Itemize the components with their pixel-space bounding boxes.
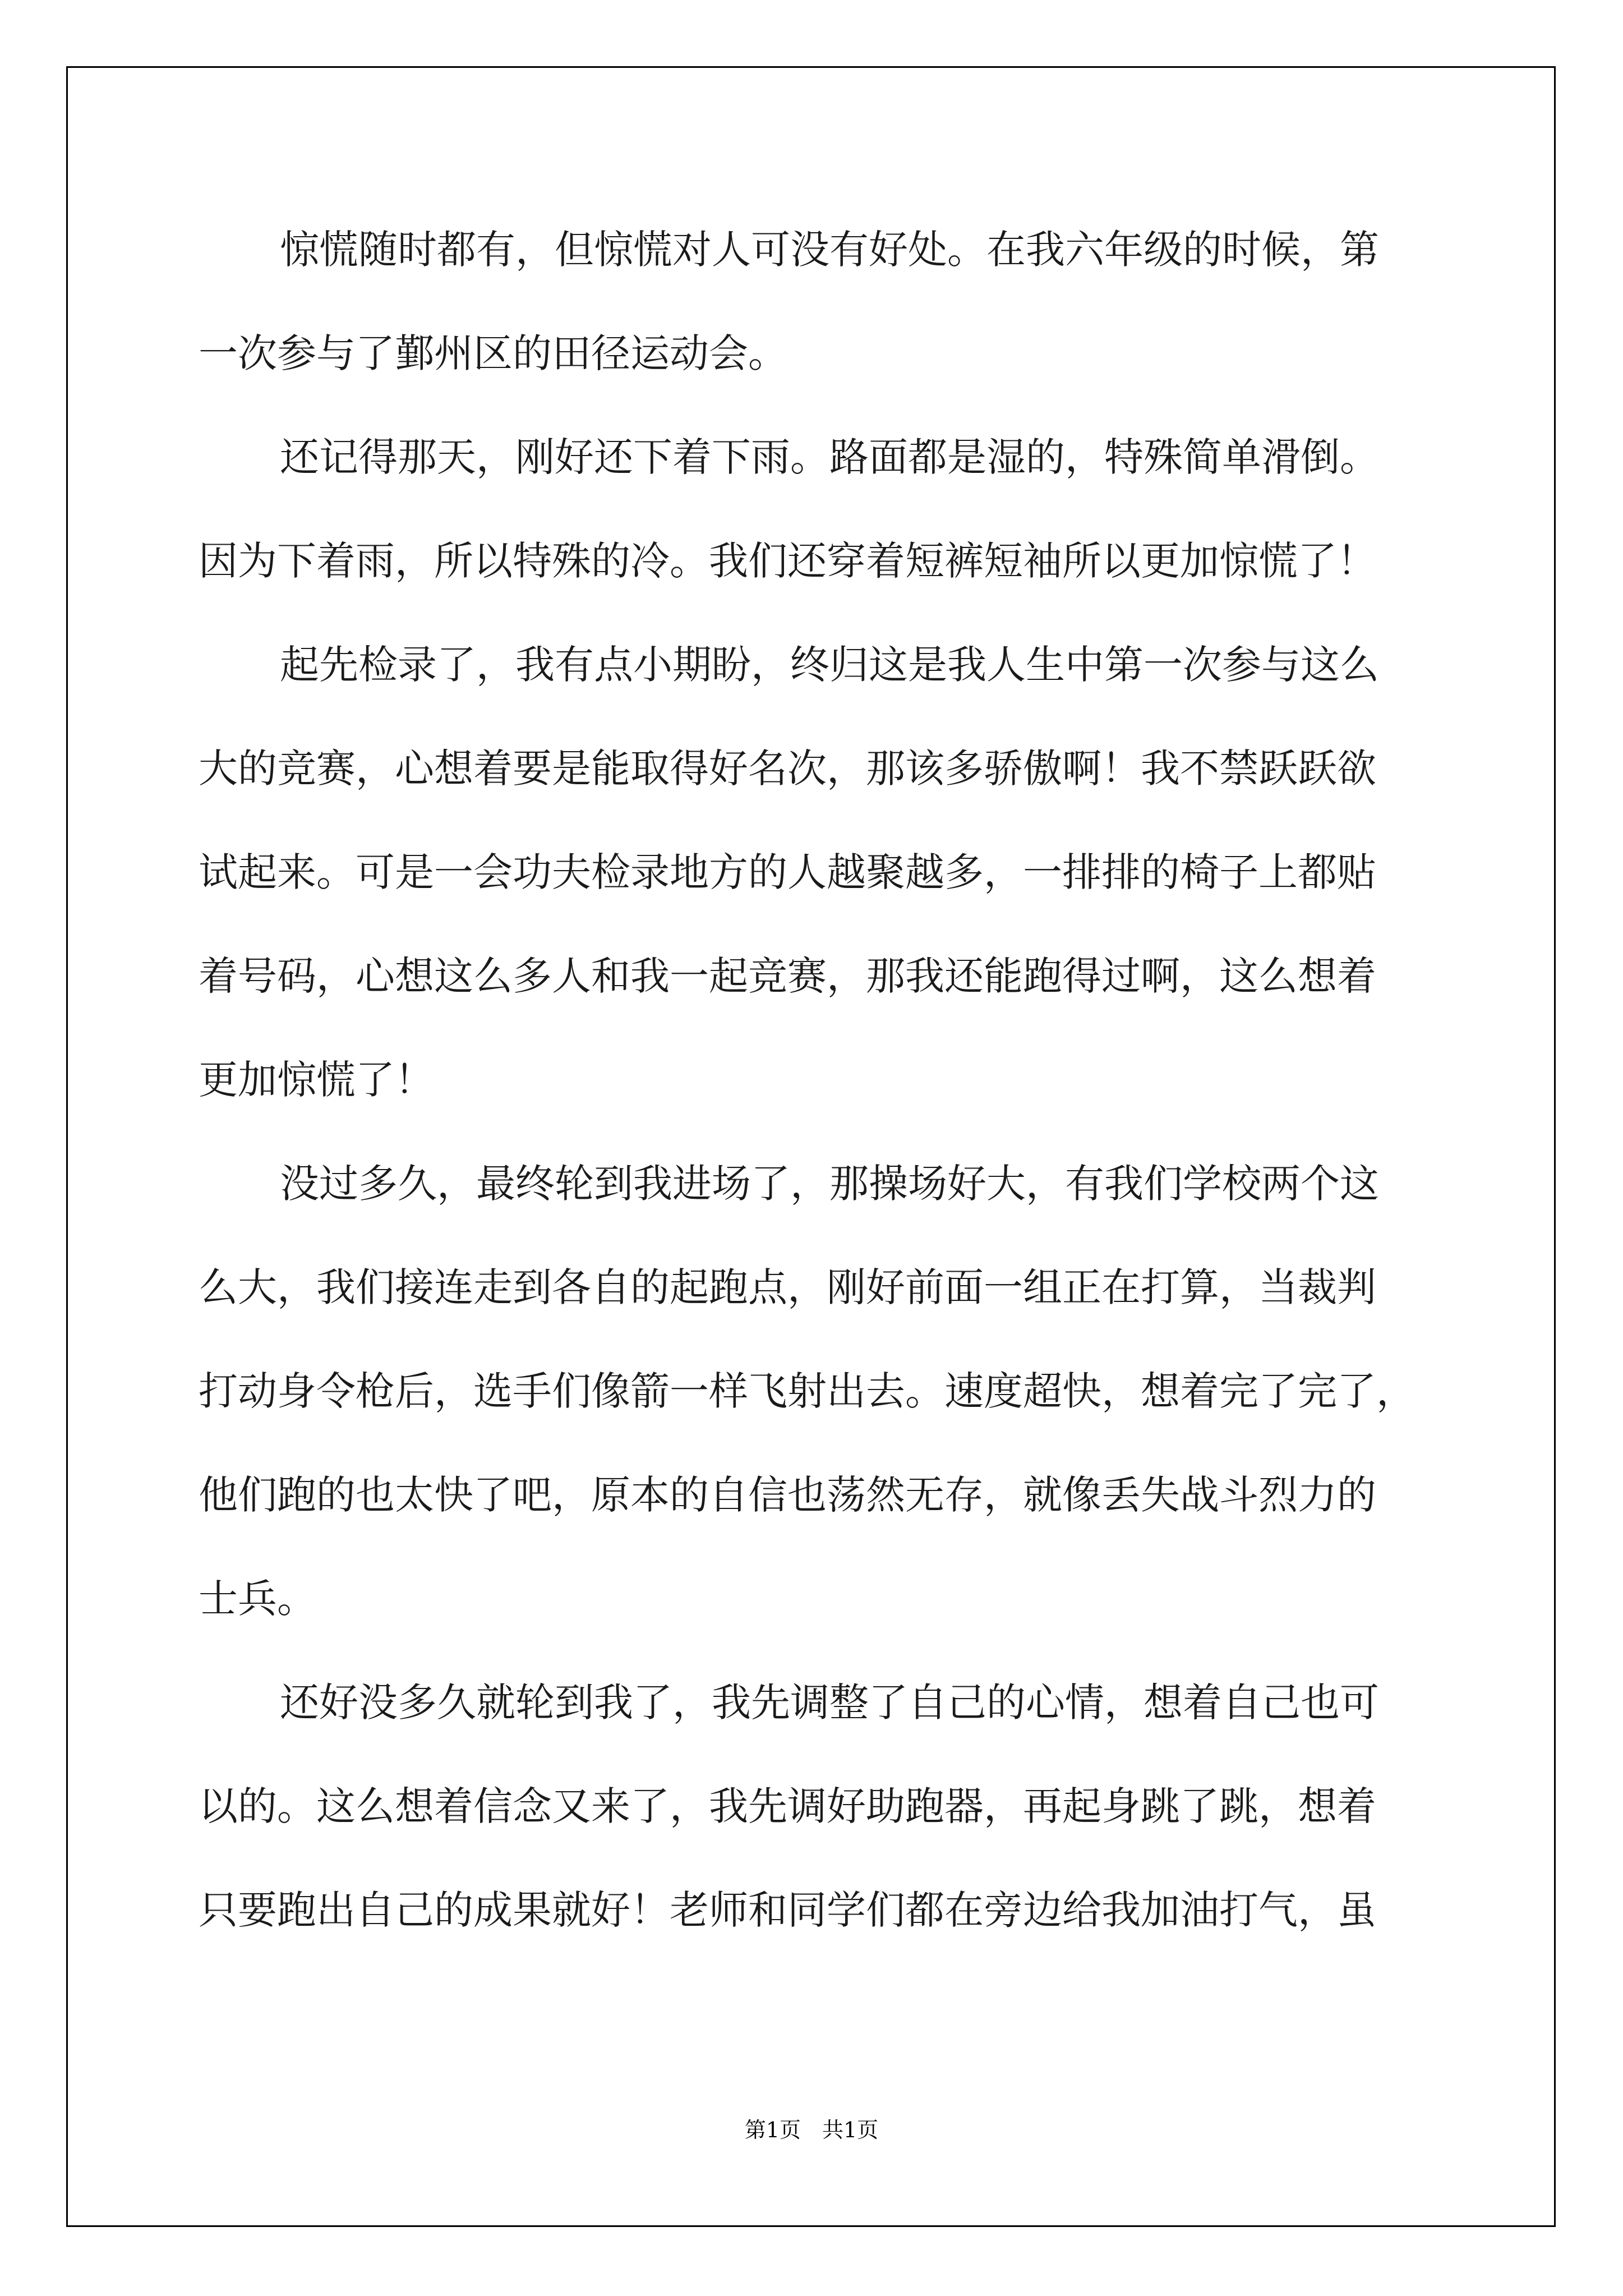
text-line: 起先检录了，我有点小期盼，终归这是我人生中第一次参与这么 xyxy=(280,642,1379,688)
page-footer xyxy=(0,2118,1623,2142)
document-body xyxy=(199,227,1455,1991)
text-line: 没过多久，最终轮到我进场了，那操场好大，有我们学校两个这 xyxy=(280,1161,1379,1207)
text-line: 因为下着雨，所以特殊的冷。我们还穿着短裤短袖所以更加惊慌了！ xyxy=(199,538,1376,584)
page-number: 第1页 共1页 xyxy=(744,2118,879,2142)
text-line: 还记得那天，刚好还下着下雨。路面都是湿的，特殊简单滑倒。 xyxy=(280,434,1379,480)
text-line: 更加惊慌了！ xyxy=(199,1057,434,1103)
text-line: 惊慌随时都有，但惊慌对人可没有好处。在我六年级的时候，第 xyxy=(280,227,1379,273)
text-line: 一次参与了鄞州区的田径运动会。 xyxy=(199,330,787,376)
text-line: 大的竞赛，心想着要是能取得好名次，那该多骄傲啊！我不禁跃跃欲 xyxy=(199,746,1376,792)
text-line: 还好没多久就轮到我了，我先调整了自己的心情，想着自己也可 xyxy=(280,1680,1379,1726)
text-line: 他们跑的也太快了吧，原本的自信也荡然无存，就像丢失战斗烈力的 xyxy=(199,1472,1376,1518)
text-line: 只要跑出自己的成果就好！老师和同学们都在旁边给我加油打气，虽 xyxy=(199,1887,1376,1933)
text-line: 士兵。 xyxy=(199,1576,316,1622)
text-line: 么大，我们接连走到各自的起跑点，刚好前面一组正在打算，当裁判 xyxy=(199,1264,1376,1310)
text-line: 着号码，心想这么多人和我一起竞赛，那我还能跑得过啊，这么想着 xyxy=(199,953,1376,999)
text-line: 打动身令枪后，选手们像箭一样飞射出去。速度超快，想着完了完了， xyxy=(199,1368,1415,1414)
text-line: 以的。这么想着信念又来了，我先调好助跑器，再起身跳了跳，想着 xyxy=(199,1783,1376,1829)
text-line: 试起来。可是一会功夫检录地方的人越聚越多，一排排的椅子上都贴 xyxy=(199,849,1376,895)
